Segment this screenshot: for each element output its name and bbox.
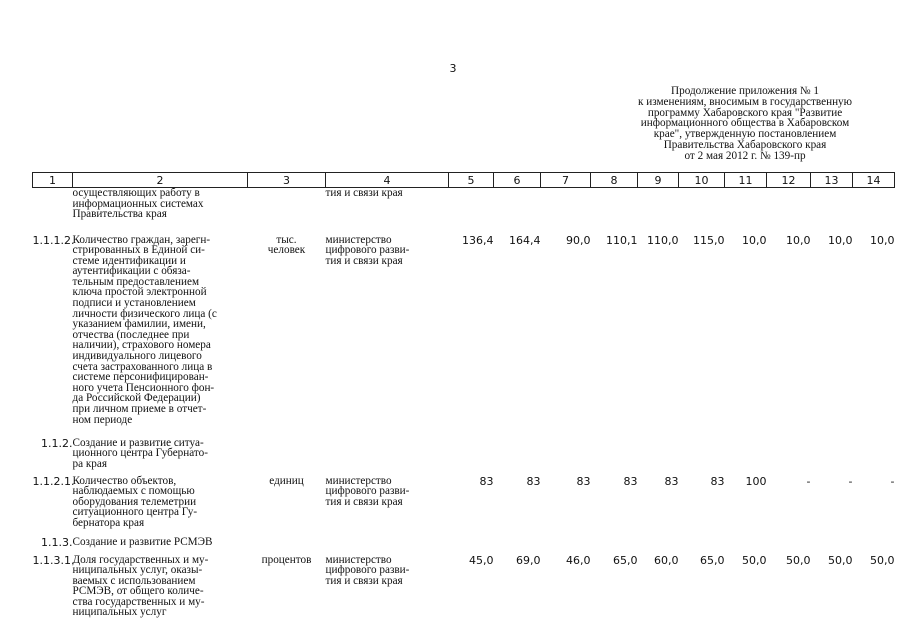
header-line: к изменениям, вносимым в государственную bbox=[637, 95, 853, 108]
value-cell: 65,0 bbox=[613, 553, 638, 567]
value-cell: 10,0 bbox=[786, 233, 811, 247]
table-row bbox=[33, 188, 895, 235]
column-header: 6 bbox=[494, 173, 541, 188]
row-unit: процентов bbox=[261, 553, 312, 566]
table-row bbox=[33, 555, 895, 621]
page-number: 3 bbox=[449, 62, 457, 75]
row-name: Количество граждан, зарегн- стрированных в Единой си- стеме идентификации и аутентификации с обяза- тельным предоставлением ключа простой электронной подписи и установлением личности физического лица (с указанием фамилии, имени, отчества (последнее при наличии), страхового номера индивидуального лицевого счета застрахованного лица в системе персонифицирован- ного учета Пенсионного фон- да Российской Федерации) при личном приеме в отчет- ном периоде bbox=[72, 233, 217, 426]
header-line: Продолжение приложения № 1 bbox=[671, 85, 819, 97]
value-cell: - bbox=[848, 474, 853, 488]
value-cell: 45,0 bbox=[469, 553, 494, 567]
header-line: программу Хабаровского края "Развитие bbox=[647, 106, 843, 119]
indicators-table bbox=[32, 172, 895, 621]
table-row bbox=[33, 438, 895, 476]
header-line: крае", утвержденную постановлением bbox=[653, 128, 837, 141]
value-cell: 83 bbox=[526, 474, 541, 488]
value-cell: 65,0 bbox=[700, 553, 725, 567]
value-cell: 90,0 bbox=[566, 233, 591, 247]
row-code: 1.1.3.1. bbox=[32, 553, 75, 567]
row-name: Создание и развитие РСМЭВ bbox=[72, 535, 213, 548]
value-cell: 50,0 bbox=[870, 553, 895, 567]
value-cell: 100 bbox=[745, 474, 767, 488]
row-name: Количество объектов, наблюдаемых с помощью оборудования телеметрии ситуационного центра Гу- бернатора края bbox=[72, 474, 198, 529]
appendix-header bbox=[600, 86, 890, 162]
header-line: от 2 мая 2012 г. № 139-пр bbox=[684, 149, 806, 162]
column-header: 10 bbox=[679, 173, 725, 188]
value-cell: 10,0 bbox=[742, 233, 767, 247]
column-header: 4 bbox=[326, 173, 449, 188]
value-cell: 164,4 bbox=[509, 233, 541, 247]
column-header: 14 bbox=[853, 173, 895, 188]
value-cell: - bbox=[890, 474, 895, 488]
column-header: 12 bbox=[767, 173, 811, 188]
value-cell: 83 bbox=[623, 474, 638, 488]
row-executor: министерство цифрового разви- тия и связи края bbox=[325, 233, 410, 267]
value-cell: 69,0 bbox=[516, 553, 541, 567]
row-code: 1.1.2. bbox=[41, 436, 73, 450]
value-cell: 46,0 bbox=[566, 553, 591, 567]
table-row bbox=[33, 476, 895, 537]
row-unit bbox=[248, 188, 326, 235]
row-code: 1.1.2.1. bbox=[32, 474, 75, 488]
row-code: 1.1.3. bbox=[41, 535, 73, 549]
column-header: 11 bbox=[725, 173, 767, 188]
value-cell: 10,0 bbox=[870, 233, 895, 247]
row-name: осуществляющих работу в информационных системах Правительства края bbox=[72, 187, 204, 221]
value-cell: 136,4 bbox=[462, 233, 494, 247]
value-cell: 83 bbox=[479, 474, 494, 488]
value-cell: 83 bbox=[710, 474, 725, 488]
value-cell: 50,0 bbox=[786, 553, 811, 567]
value-cell: 110,1 bbox=[606, 233, 638, 247]
column-number-row bbox=[33, 173, 895, 188]
row-code: 1.1.1.2. bbox=[32, 233, 75, 247]
value-cell: 83 bbox=[576, 474, 591, 488]
row-name: Доля государственных и му- ниципальных услуг, оказы- ваемых с использованием РСМЭВ, от общего количе- ства государственных и му- ниципальных услуг bbox=[72, 553, 209, 619]
row-code bbox=[33, 188, 73, 235]
column-header: 1 bbox=[33, 173, 73, 188]
value-cell: 60,0 bbox=[654, 553, 679, 567]
header-line: Правительства Хабаровского края bbox=[663, 138, 827, 151]
value-cell: - bbox=[806, 474, 811, 488]
value-cell: 10,0 bbox=[828, 233, 853, 247]
value-cell: 110,0 bbox=[647, 233, 679, 247]
table-row bbox=[33, 537, 895, 555]
column-header: 8 bbox=[591, 173, 638, 188]
column-header: 2 bbox=[73, 173, 248, 188]
value-cell: 50,0 bbox=[828, 553, 853, 567]
value-cell: 115,0 bbox=[693, 233, 725, 247]
header-line: информационного общества в Хабаровском bbox=[640, 117, 850, 130]
row-executor: министерство цифрового разви- тия и связи края bbox=[325, 553, 410, 587]
column-header: 5 bbox=[449, 173, 494, 188]
row-executor: тия и связи края bbox=[325, 187, 403, 199]
column-header: 7 bbox=[541, 173, 591, 188]
column-header: 3 bbox=[248, 173, 326, 188]
row-executor: министерство цифрового разви- тия и связи края bbox=[325, 474, 410, 508]
row-unit: тыс. человек bbox=[267, 233, 306, 257]
column-header: 9 bbox=[638, 173, 679, 188]
table-row bbox=[33, 235, 895, 438]
column-header: 13 bbox=[811, 173, 853, 188]
value-cell: 50,0 bbox=[742, 553, 767, 567]
row-unit: единиц bbox=[269, 474, 304, 487]
value-cell: 83 bbox=[664, 474, 679, 488]
row-name: Создание и развитие ситуа- ционного центра Губернато- ра края bbox=[72, 436, 208, 470]
